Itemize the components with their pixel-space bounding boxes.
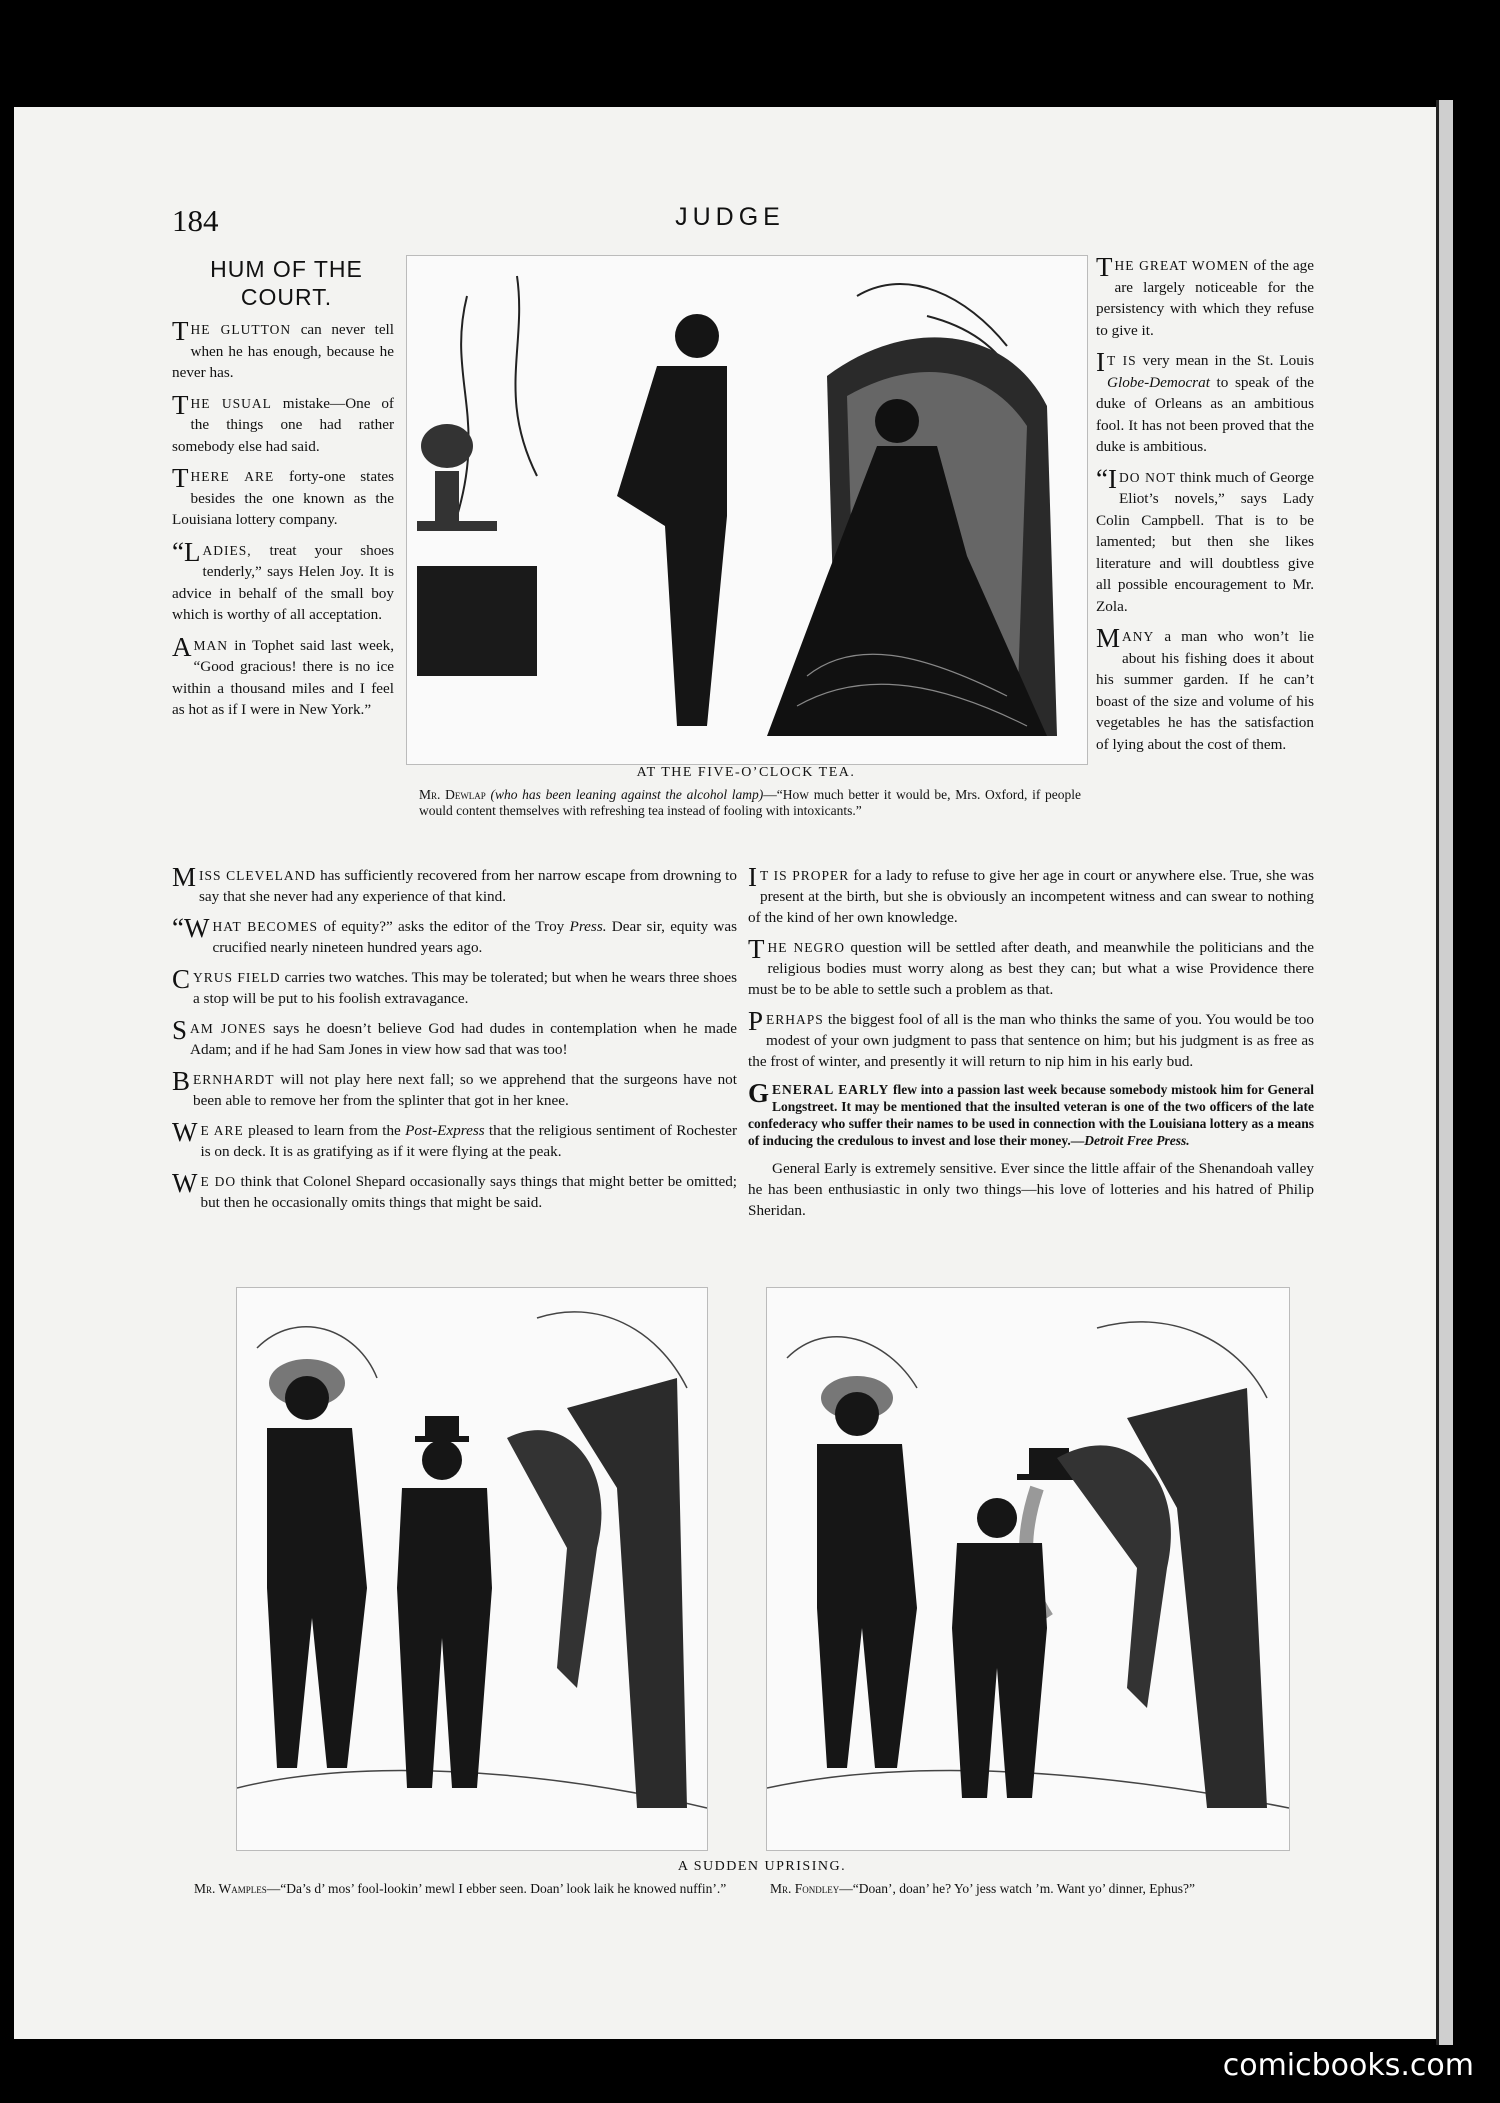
magazine-page <box>14 107 1446 2039</box>
adjacent-page-edge <box>1436 100 1453 2045</box>
paragraph: W E DO think that Colonel Shepard occasionally says things that might better be omitted; but then he occasionally omits things that might be said. <box>172 1168 738 1211</box>
right-column <box>1096 252 1315 764</box>
paragraph: THE GLUTTON can never tell when he has enough, because he never has. <box>172 316 394 381</box>
paragraph: “IDO NOT think much of George Eliot’s novels,” says Lady Colin Campbell. That is to be lamented; but then she likes literature and will doubtless give all possible encouragement to Mr. Zola. <box>1096 463 1314 615</box>
paragraph: I T IS PROPER for a lady to refuse to give her age in court or anywhere else. True, she was present at the birth, but she is obviously an incompetent witness and can swear to nothing of the kind of her own knowledge. <box>748 862 1315 926</box>
paragraph: MANY a man who won’t lie about his fishing does it about his summer garden. If he can’t boast of the size and volume of his vegetables he has the satisfaction of lying about the cost of them. <box>1096 623 1315 753</box>
paragraph: MISS CLEVELAND has sufficiently recovered from her narrow escape from drowning to say that she never had any experience of that kind. <box>172 862 737 905</box>
paragraph: THE USUAL mistake—One of the things one had rather somebody else had said. <box>172 389 394 455</box>
speaker-name: Mr. Fondley <box>770 1881 840 1896</box>
paragraph: THE GREAT WOMEN of the age are largely noticeable for the persistency with which they refuse to give it. <box>1096 252 1315 339</box>
caption-quote: —“Da’s d’ mos’ fool-lookin’ mewl I ebber seen. Doan’ look laik he knowed nuffin’.” <box>266 1881 727 1896</box>
right-mule-drawing <box>767 1288 1289 1850</box>
paragraph: THE NEGRO question will be settled after death, and meanwhile the politicians and the religious bodies must worry along as best they can; but what a wise Providence there must be to be able to settle such a problem as that. <box>748 934 1315 998</box>
speaker-name: Mr. Wamples <box>194 1881 267 1896</box>
watermark: comicbooks.com <box>1222 2048 1474 2083</box>
speaker-name: Mr. Dewlap <box>419 787 486 802</box>
caption-quote: —“How much better it would be, Mrs. Oxford, if people would content themselves with refreshing tea instead of fooling with intoxicants.” <box>419 787 1081 818</box>
paragraph: General Early is extremely sensitive. Ever since the little affair of the Shenandoah valley he has been enthusiastic in only two things—his love of lotteries and his hatred of Philip Sheridan. <box>748 1160 1314 1219</box>
paragraph: SAM JONES says he doesn’t believe God had dudes in contemplation when he made Adam; and if he had Sam Jones in view how sad that was too! <box>172 1015 738 1058</box>
paragraph: AMAN in Tophet said last week, “Good gracious! there is no ice within a thousand miles and I feel as hot as if I were in New York.” <box>172 631 394 718</box>
right-mule-illustration <box>766 1287 1290 1851</box>
left-mule-drawing <box>237 1288 707 1850</box>
paragraph: BERNHARDT will not play here next fall; so we apprehend that the surgeons have not been able to remove her from the splinter that got in her knee. <box>172 1066 737 1109</box>
paragraph: PERHAPS the biggest fool of all is the man who thinks the same of you. You would be too modest of your own judgment to pass that sentence on him; but his judgment is as free as the frost of winter, and presently it will return to nip him in his early bud. <box>748 1006 1314 1070</box>
illustration-caption <box>419 787 1081 819</box>
paragraph: W E ARE pleased to learn from the Post-Express that the religious sentiment of Rochester is on deck. It is as gratifying as if it were flying at the peak. <box>172 1117 738 1160</box>
tea-party-illustration <box>406 255 1088 765</box>
quote-source: Detroit Free Press. <box>1084 1133 1190 1148</box>
page-number: 184 <box>172 203 219 238</box>
paragraph: THERE ARE forty-one states besides the one known as the Louisiana lottery company. <box>172 463 394 528</box>
caption-quote: —“Doan’, doan’ he? Yo’ jess watch ’m. Want yo’ dinner, Ephus?” <box>839 1881 1196 1896</box>
paragraph: I T IS very mean in the St. Louis Globe-Democrat to speak of the duke of Orleans as an ambitious fool. It has not been proved that the duke is ambitious. <box>1096 347 1314 455</box>
bottom-illustration-title: A SUDDEN UPRISING. <box>677 1859 847 1874</box>
paragraph: “WHAT BECOMES of equity?” asks the editor of the Troy Press. Dear sir, equity was crucified nearly nineteen hundred years ago. <box>172 913 738 956</box>
lower-left-column <box>172 862 738 1222</box>
paragraph: “LADIES, treat your shoes tenderly,” says Helen Joy. It is advice in behalf of the small boy which is worthy of all acceptation. <box>172 536 394 623</box>
right-caption <box>770 1881 1318 1897</box>
stage-direction: (who has been leaning against the alcohol lamp) <box>490 787 764 802</box>
column-title: HUM OF THE COURT. <box>210 256 363 310</box>
quoted-paragraph: GENERAL EARLY flew into a passion last week because somebody mistook him for General Longstreet. It may be mentioned that the insulted veteran is one of the two officers of the late confederacy who suffer their names to be used in connection with the Louisiana lottery as a means of inducing the credulous to invest and lose their money.—Detroit Free Press. <box>748 1078 1314 1148</box>
left-caption <box>194 1881 734 1897</box>
illustration-title: AT THE FIVE-O’CLOCK TEA. <box>636 765 856 780</box>
left-mule-illustration <box>236 1287 708 1851</box>
tea-party-drawing <box>407 256 1087 764</box>
paragraph: CYRUS FIELD carries two watches. This may be tolerated; but when he wears three shoes a stop will be put to his foolish extravagance. <box>172 964 737 1007</box>
left-column <box>172 316 394 730</box>
masthead: JUDGE <box>675 203 785 231</box>
lower-right-column <box>748 862 1315 1230</box>
